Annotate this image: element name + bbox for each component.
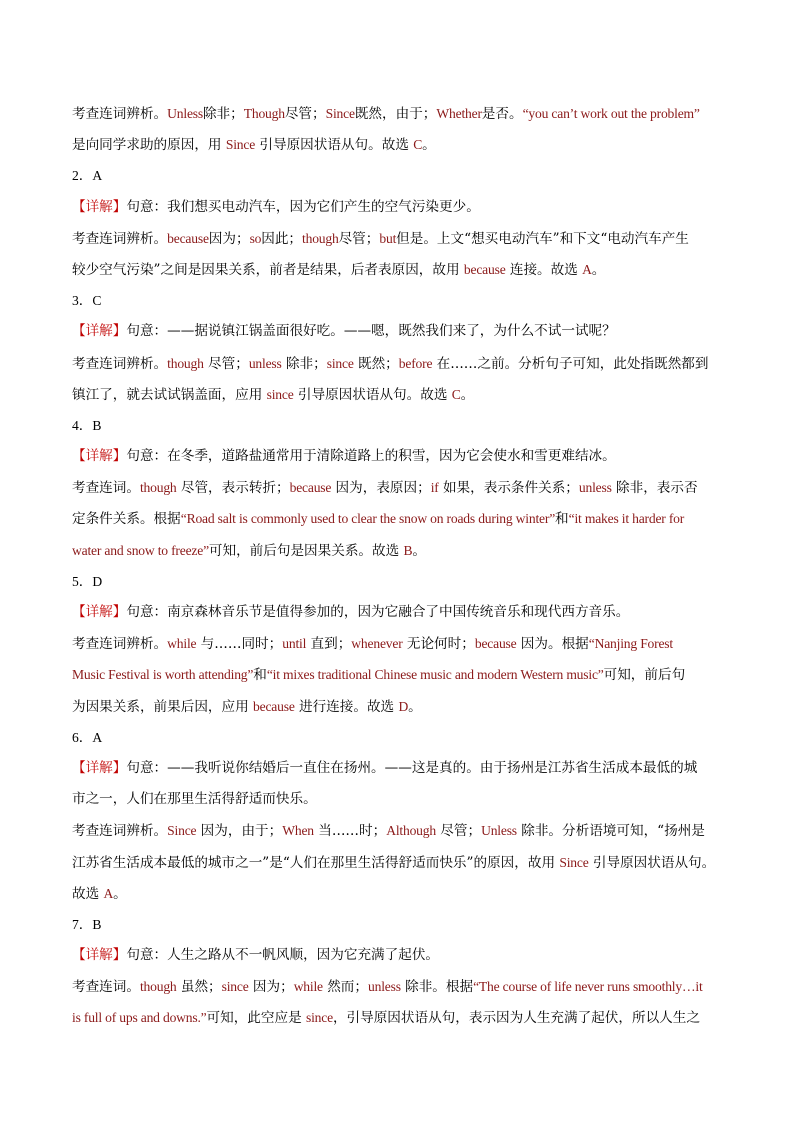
chinese-text: 因为。根据 bbox=[516, 636, 589, 653]
chinese-text: 。 bbox=[591, 261, 606, 278]
chinese-text: 引导原因状语从句。故选 bbox=[293, 386, 452, 403]
english-term: but bbox=[379, 230, 397, 246]
answer-explanations bbox=[72, 98, 724, 1034]
english-term: Since bbox=[559, 854, 589, 870]
chinese-text: 虽然； bbox=[176, 979, 222, 996]
english-term: A bbox=[103, 885, 114, 901]
q6-analysis-line-3 bbox=[72, 878, 724, 909]
english-term: “Nanjing Forest bbox=[588, 636, 673, 652]
q6-analysis-line-2 bbox=[72, 847, 724, 878]
chinese-text: 除非。根据 bbox=[400, 979, 474, 996]
chinese-text: 然而； bbox=[322, 979, 368, 996]
chinese-text: 因此； bbox=[261, 230, 303, 247]
chinese-text: 如果，表示条件关系； bbox=[438, 480, 579, 497]
chinese-text: 可知，此空应是 bbox=[206, 1010, 306, 1027]
chinese-text: 和 bbox=[253, 667, 267, 684]
chinese-text: 尽管； bbox=[435, 823, 482, 840]
english-term: though bbox=[302, 230, 339, 246]
english-term: because bbox=[474, 636, 517, 652]
q5-meaning bbox=[72, 597, 724, 628]
q5-number: 5．D bbox=[72, 573, 103, 589]
english-term: though bbox=[139, 480, 177, 496]
q5-meaning-text: 句意：南京森林音乐节是值得参加的，因为它融合了中国传统音乐和现代西方音乐。 bbox=[126, 604, 630, 620]
chinese-text: 故选 bbox=[72, 885, 104, 902]
english-term: Since bbox=[225, 137, 256, 153]
q3-analysis-line-1 bbox=[72, 348, 724, 379]
chinese-text: 引导原因状语从句。故选 bbox=[255, 137, 414, 154]
q4-analysis-line-3 bbox=[72, 535, 724, 566]
english-term: Although bbox=[386, 823, 436, 839]
chinese-text: 镇江了，就去试试锅盖面，应用 bbox=[72, 386, 267, 403]
q5-analysis-line-2 bbox=[72, 659, 724, 690]
chinese-text: 。 bbox=[460, 386, 475, 403]
english-term: water and snow to freeze” bbox=[72, 542, 209, 558]
detail-tag: 【详解】 bbox=[72, 947, 127, 964]
q6-meaning-text-1: 句意：——我听说你结婚后一直住在扬州。——这是真的。由于扬州是江苏省生活成本最低的城 bbox=[126, 759, 698, 776]
chinese-text: 但是。上文“想买电动汽车”和下文“电动汽车产生 bbox=[396, 230, 689, 247]
english-term: because bbox=[289, 480, 332, 496]
chinese-text: 考查连词辨析。 bbox=[72, 823, 168, 840]
chinese-text: 因为，由于； bbox=[196, 823, 283, 840]
english-term: because bbox=[463, 261, 506, 277]
chinese-text: 连接。故选 bbox=[505, 261, 583, 278]
english-term: since bbox=[326, 355, 354, 371]
chinese-text: 除非； bbox=[202, 106, 244, 122]
chinese-text: 尽管； bbox=[203, 355, 249, 372]
english-term: “Road salt is commonly used to clear the snow on roads during winter” bbox=[180, 511, 556, 527]
chinese-text: 定条件关系。根据 bbox=[72, 511, 181, 528]
english-term: if bbox=[430, 480, 439, 496]
english-term: Since bbox=[167, 823, 197, 839]
english-term: Whether bbox=[436, 106, 482, 121]
english-term: unless bbox=[368, 979, 401, 995]
q2-analysis-line-1 bbox=[72, 223, 724, 254]
chinese-text: 尽管； bbox=[284, 106, 326, 122]
q3-number: 3．C bbox=[72, 293, 102, 309]
detail-tag: 【详解】 bbox=[72, 759, 127, 776]
chinese-text: 无论何时； bbox=[402, 636, 475, 653]
english-term: though bbox=[167, 355, 204, 371]
chinese-text: 考查连词辨析。 bbox=[72, 230, 168, 247]
chinese-text: ，引导原因状语从句，表示因为人生充满了起伏，所以人生之 bbox=[332, 1010, 700, 1027]
chinese-text: 引导原因状语从句。 bbox=[588, 854, 716, 871]
chinese-text: 考查连词辨析。 bbox=[72, 355, 168, 372]
english-term: is full of ups and downs.” bbox=[72, 1010, 207, 1026]
chinese-text: 是否。 bbox=[481, 106, 523, 122]
chinese-text: 因为； bbox=[208, 230, 250, 247]
english-term: whenever bbox=[351, 636, 403, 652]
q7-analysis-line-2 bbox=[72, 1002, 724, 1033]
q1-analysis-line-2 bbox=[72, 129, 724, 160]
english-term: because bbox=[253, 698, 295, 714]
english-term: while bbox=[293, 979, 323, 995]
english-term: D bbox=[398, 698, 409, 714]
english-term: so bbox=[249, 230, 262, 246]
chinese-text: 既然，由于； bbox=[354, 106, 437, 122]
q3-analysis-line-2 bbox=[72, 379, 724, 410]
chinese-text: 当……时； bbox=[313, 823, 387, 840]
english-term: C bbox=[451, 386, 461, 402]
q2-meaning-text: 句意：我们想买电动汽车，因为它们产生的空气污染更少。 bbox=[126, 198, 480, 215]
q1-analysis-line-1 bbox=[72, 98, 724, 129]
q3-meaning bbox=[72, 316, 724, 347]
detail-tag: 【详解】 bbox=[72, 604, 127, 620]
chinese-text: 可知，前后句是因果关系。故选 bbox=[208, 542, 404, 559]
chinese-text: 和 bbox=[555, 511, 569, 528]
chinese-text: 。 bbox=[408, 698, 422, 715]
english-term: while bbox=[167, 636, 197, 652]
chinese-text: 因为，表原因； bbox=[331, 480, 431, 497]
english-term: Unless bbox=[167, 106, 203, 121]
chinese-text: 。 bbox=[412, 542, 427, 559]
q4-analysis-line-2 bbox=[72, 503, 724, 534]
english-term: Since bbox=[325, 106, 355, 121]
chinese-text: 可知，前后句 bbox=[603, 667, 686, 684]
q2-meaning bbox=[72, 192, 724, 223]
english-term: before bbox=[398, 355, 433, 371]
chinese-text: 尽管，表示转折； bbox=[176, 480, 290, 497]
detail-tag: 【详解】 bbox=[72, 448, 127, 465]
q4-meaning-text: 句意：在冬季，道路盐通常用于清除道路上的积雪，因为它会使水和雪更难结冰。 bbox=[126, 448, 616, 465]
chinese-text: 除非，表示否 bbox=[611, 480, 698, 497]
english-term: “it makes it harder for bbox=[568, 511, 685, 527]
q4-analysis-line-1 bbox=[72, 472, 724, 503]
chinese-text: 直到； bbox=[306, 636, 352, 653]
chinese-text: 在……之前。分析句子可知，此处指既然都到 bbox=[432, 355, 709, 372]
q6-analysis-line-1 bbox=[72, 815, 724, 846]
chinese-text: 考查连词辨析。 bbox=[72, 106, 168, 122]
chinese-text: 尽管； bbox=[338, 230, 380, 247]
q6-meaning-line-2: 市之一，人们在那里生活得舒适而快乐。 bbox=[72, 791, 317, 808]
q7-number: 7．B bbox=[72, 916, 102, 932]
english-term: When bbox=[282, 823, 314, 839]
chinese-text: 与……同时； bbox=[196, 636, 283, 653]
q5-analysis-line-3 bbox=[72, 691, 724, 722]
english-term: unless bbox=[248, 355, 282, 371]
english-term: C bbox=[413, 137, 423, 153]
q4-number: 4．B bbox=[72, 417, 102, 433]
chinese-text: 除非； bbox=[281, 355, 327, 372]
detail-tag: 【详解】 bbox=[72, 323, 127, 340]
english-term: “you can’t work out the problem” bbox=[522, 106, 700, 121]
english-term: B bbox=[403, 542, 413, 558]
english-term: Though bbox=[243, 106, 285, 121]
english-term: A bbox=[582, 261, 592, 277]
chinese-text: 为因果关系，前果后因，应用 bbox=[72, 698, 254, 715]
english-term: until bbox=[282, 636, 307, 652]
english-term: Unless bbox=[481, 823, 517, 839]
english-term: Music Festival is worth attending” bbox=[72, 667, 254, 683]
english-term: because bbox=[167, 230, 209, 246]
q5-analysis-line-1 bbox=[72, 628, 724, 659]
english-term: though bbox=[139, 979, 177, 995]
chinese-text: 。 bbox=[113, 885, 127, 902]
q6-number: 6．A bbox=[72, 729, 103, 745]
q6-meaning-line-1 bbox=[72, 753, 724, 784]
english-term: since bbox=[306, 1010, 333, 1026]
chinese-text: 江苏省生活成本最低的城市之一”是“人们在那里生活得舒适而快乐”的原因，故用 bbox=[72, 854, 560, 871]
english-term: “The course of life never runs smoothly…it bbox=[473, 979, 703, 995]
q3-meaning-text: 句意：——据说镇江锅盖面很好吃。——嗯，既然我们来了，为什么不试一试呢？ bbox=[126, 323, 616, 340]
chinese-text: 是向同学求助的原因，用 bbox=[72, 137, 226, 154]
chinese-text: 。 bbox=[422, 137, 436, 154]
q7-meaning bbox=[72, 940, 724, 971]
chinese-text: 较少空气污染”之间是因果关系，前者是结果，后者表原因，故用 bbox=[72, 261, 464, 278]
chinese-text: 除非。分析语境可知，“扬州是 bbox=[516, 823, 705, 840]
detail-tag: 【详解】 bbox=[72, 198, 127, 215]
q7-analysis-line-1 bbox=[72, 971, 724, 1002]
english-term: unless bbox=[578, 480, 612, 496]
english-term: since bbox=[221, 979, 249, 995]
chinese-text: 考查连词。 bbox=[72, 480, 140, 497]
chinese-text: 考查连词辨析。 bbox=[72, 636, 168, 653]
chinese-text: 因为； bbox=[248, 979, 294, 996]
chinese-text: 进行连接。故选 bbox=[294, 698, 399, 715]
chinese-text: 既然； bbox=[353, 355, 399, 372]
q2-analysis-line-2 bbox=[72, 254, 724, 285]
english-term: since bbox=[266, 386, 294, 402]
q7-meaning-text: 句意：人生之路从不一帆风顺，因为它充满了起伏。 bbox=[126, 947, 440, 964]
english-term: “it mixes traditional Chinese music and modern Western music” bbox=[266, 667, 604, 683]
q2-number: 2．A bbox=[72, 168, 103, 184]
chinese-text: 考查连词。 bbox=[72, 979, 140, 996]
q4-meaning bbox=[72, 441, 724, 472]
